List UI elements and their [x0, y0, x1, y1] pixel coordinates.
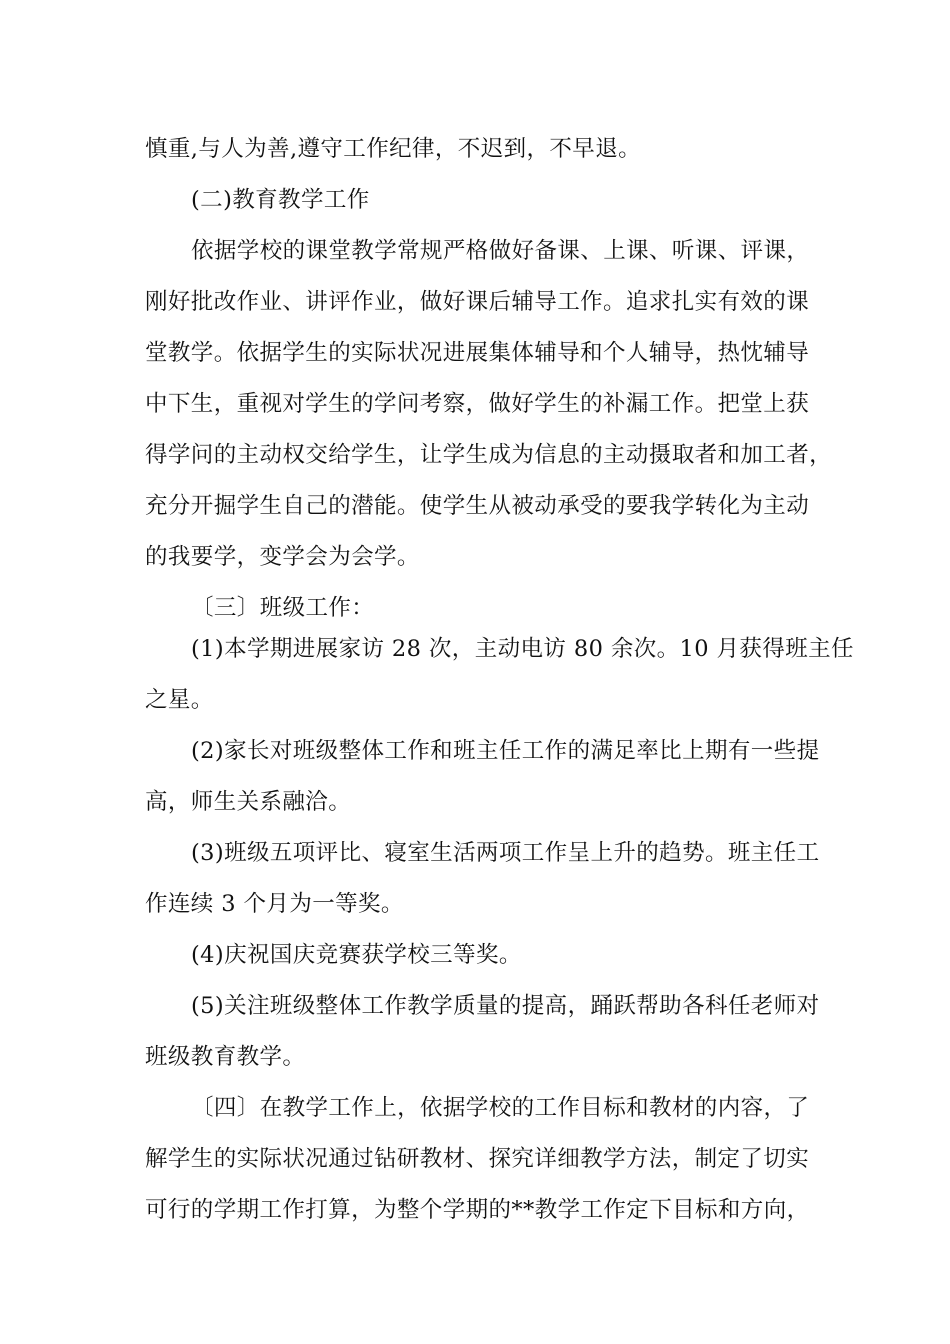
list-item-2: (2)家长对班级整体工作和班主任工作的满足率比上期有一些提: [191, 738, 820, 764]
list-item-1: (1)本学期进展家访 28 次，主动电访 80 余次。10 月获得班主任: [191, 636, 854, 662]
text-line: 班级教育教学。: [145, 1044, 306, 1070]
text-line: 得学问的主动权交给学生，让学生成为信息的主动摄取者和加工者，: [145, 442, 833, 468]
section-heading-2: (二)教育教学工作: [191, 187, 370, 213]
text-line: 刚好批改作业、讲评作业，做好课后辅导工作。追求扎实有效的课: [145, 289, 810, 315]
list-item-4: (4)庆祝国庆竞赛获学校三等奖。: [191, 942, 522, 968]
text-line: 的我要学，变学会为会学。: [145, 544, 420, 570]
text-line: 堂教学。依据学生的实际状况进展集体辅导和个人辅导，热忱辅导: [145, 340, 810, 366]
list-item-3: (3)班级五项评比、寝室生活两项工作呈上升的趋势。班主任工: [191, 840, 820, 866]
text-line: 解学生的实际状况通过钻研教材、探究详细教学方法，制定了切实: [145, 1146, 810, 1172]
list-item-5: (5)关注班级整体工作教学质量的提高，踊跃帮助各科任老师对: [191, 993, 820, 1019]
text-line: 可行的学期工作打算，为整个学期的**教学工作定下目标和方向，: [145, 1197, 810, 1223]
text-line: 高，师生关系融洽。: [145, 789, 352, 815]
text-line: 之星。: [145, 687, 214, 713]
section-heading-3: 〔三〕班级工作：: [191, 595, 375, 621]
text-line: 中下生，重视对学生的学问考察，做好学生的补漏工作。把堂上获: [145, 391, 810, 417]
text-line: 充分开掘学生自己的潜能。使学生从被动承受的要我学转化为主动: [145, 493, 810, 519]
text-line: 作连续 3 个月为一等奖。: [145, 891, 404, 917]
section-heading-4: 〔四〕在教学工作上，依据学校的工作目标和教材的内容，了: [191, 1095, 810, 1121]
text-line: 慎重,与人为善,遵守工作纪律，不迟到，不早退。: [145, 136, 642, 162]
text-line: 依据学校的课堂教学常规严格做好备课、上课、听课、评课，: [191, 238, 810, 264]
